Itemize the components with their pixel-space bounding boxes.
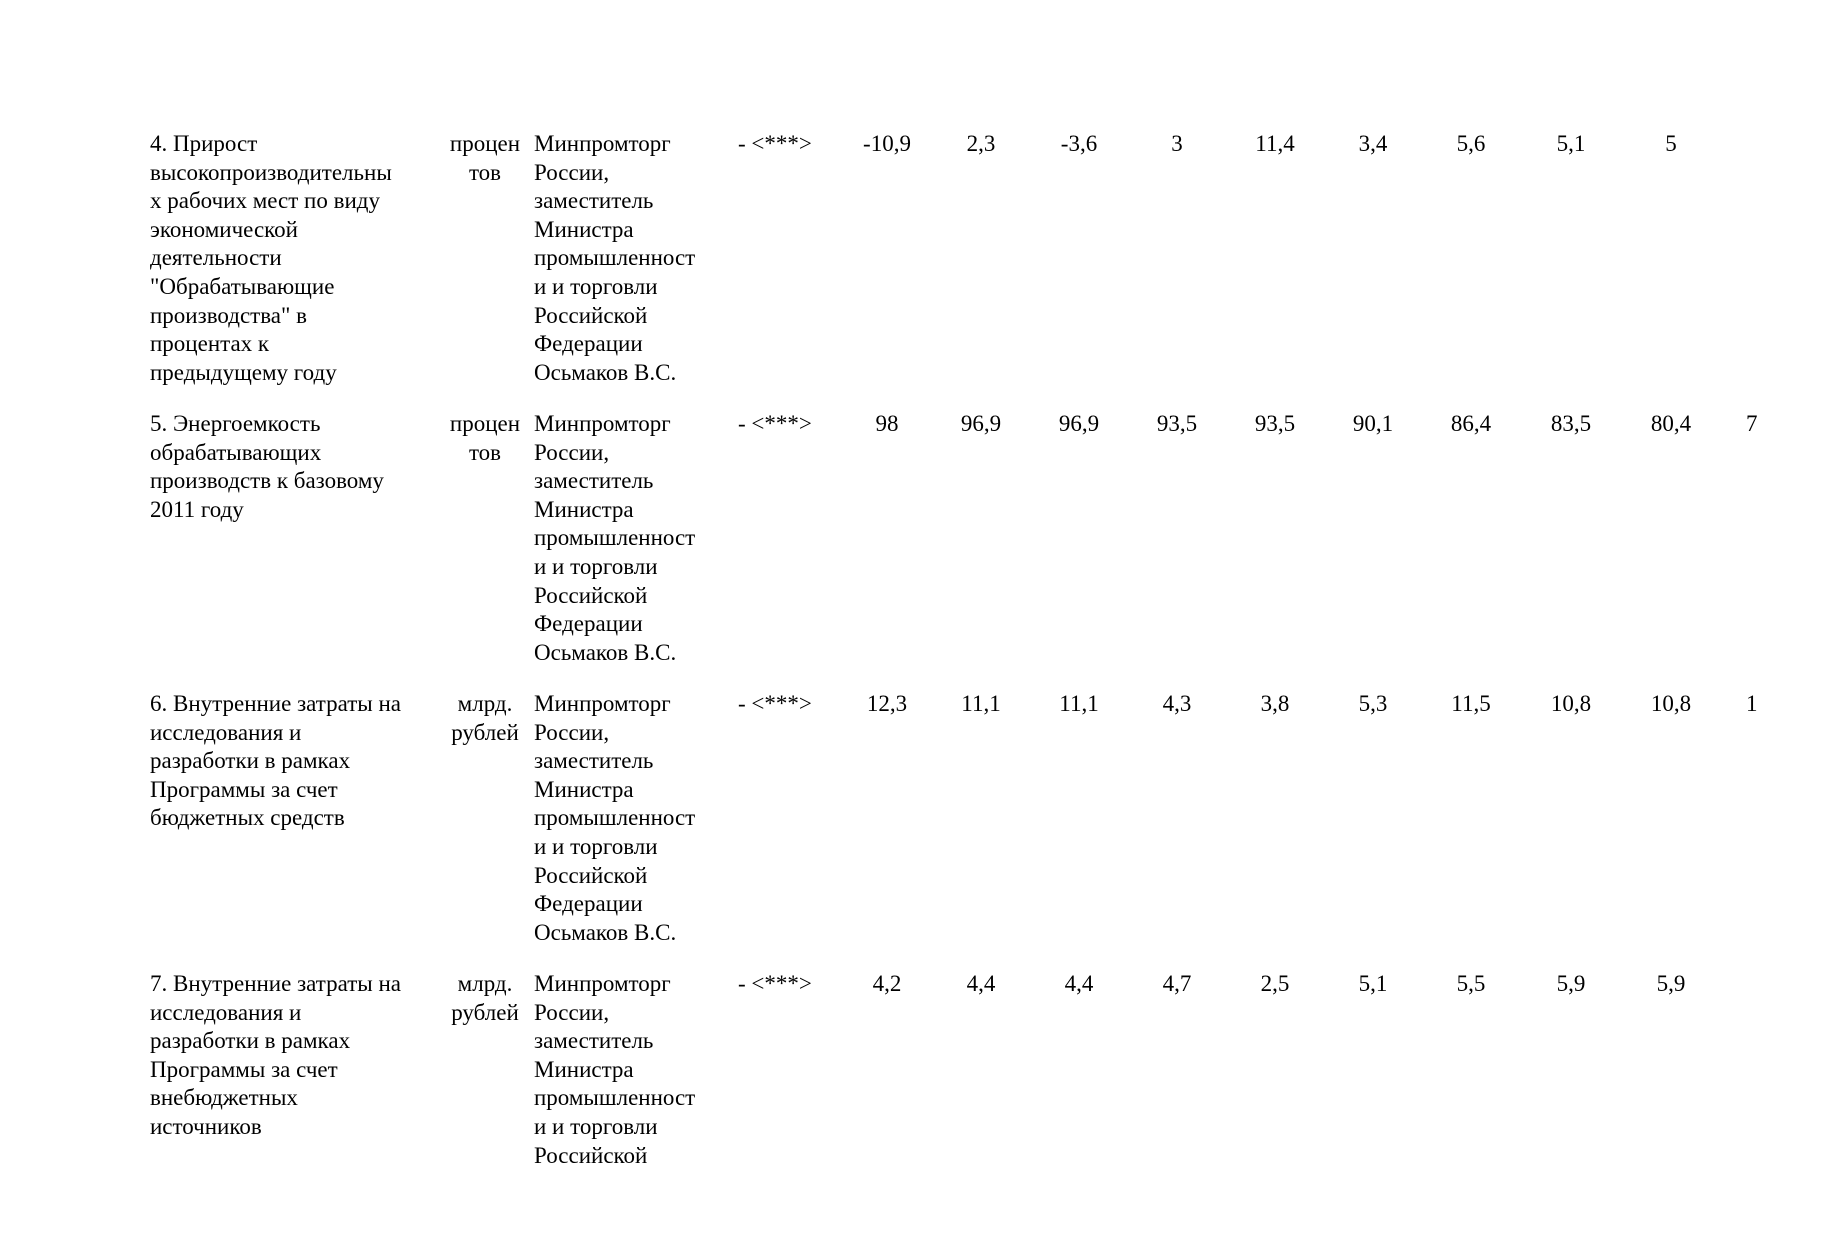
value-cell: 5,1 <box>1358 971 1388 996</box>
base-value-cell: - <***> <box>738 691 812 716</box>
value-cell: 5 <box>1665 131 1677 156</box>
value-cell: 7 <box>1746 411 1758 436</box>
value-cell: 11,1 <box>1059 691 1099 716</box>
value-cell: 2,5 <box>1260 971 1290 996</box>
value-cell: 10,8 <box>1550 691 1592 716</box>
value-cell: 10,8 <box>1650 691 1692 716</box>
value-cell: 93,5 <box>1156 411 1198 436</box>
unit-cell: млрд. рублей <box>451 691 519 745</box>
value-cell: 11,1 <box>961 691 1001 716</box>
value-cell: 3,4 <box>1358 131 1388 156</box>
value-cell: 83,5 <box>1550 411 1592 436</box>
value-cell: 90,1 <box>1352 411 1394 436</box>
value-cell: 5,6 <box>1456 131 1486 156</box>
value-cell: 5,1 <box>1556 131 1586 156</box>
value-cell: -10,9 <box>863 131 911 156</box>
value-cell: 4,7 <box>1162 971 1192 996</box>
indicator-name: 4. Прирост высокопроизводительны х рабочих мест по виду экономической деятельности "Обрабатывающие производства" в процентах к предыдущему году <box>150 131 392 385</box>
value-cell: 11,4 <box>1255 131 1295 156</box>
value-cell: 4,4 <box>1064 971 1094 996</box>
indicator-name: 7. Внутренние затраты на исследования и разработки в рамках Программы за счет внебюджетных источников <box>150 971 401 1139</box>
responsible-cell: Минпромторг России, заместитель Министра промышленност и и торговли Российской Федерации Осьмаков В.С. <box>534 411 696 665</box>
base-value-cell: - <***> <box>738 971 812 996</box>
responsible-cell: Минпромторг России, заместитель Министра промышленност и и торговли Российской Федерации Осьмаков В.С. <box>534 691 696 945</box>
value-cell: 5,9 <box>1656 971 1686 996</box>
value-cell: 96,9 <box>960 411 1002 436</box>
responsible-cell: Минпромторг России, заместитель Министра промышленност и и торговли Российской <box>534 971 696 1168</box>
value-cell: 11,5 <box>1451 691 1491 716</box>
indicator-name: 6. Внутренние затраты на исследования и разработки в рамках Программы за счет бюджетных средств <box>150 691 401 831</box>
value-cell: 3 <box>1171 131 1183 156</box>
value-cell: 3,8 <box>1260 691 1290 716</box>
value-cell: 12,3 <box>866 691 908 716</box>
indicator-name: 5. Энергоемкость обрабатывающих производств к базовому 2011 году <box>150 411 384 522</box>
value-cell: 93,5 <box>1254 411 1296 436</box>
value-cell: 5,5 <box>1456 971 1486 996</box>
value-cell: 4,2 <box>872 971 902 996</box>
value-cell: 2,3 <box>966 131 996 156</box>
value-cell: 4,4 <box>966 971 996 996</box>
value-cell: 5,9 <box>1556 971 1586 996</box>
unit-cell: процен тов <box>449 411 521 465</box>
base-value-cell: - <***> <box>738 411 812 436</box>
value-cell: 96,9 <box>1058 411 1100 436</box>
value-cell: 5,3 <box>1358 691 1388 716</box>
value-cell: 98 <box>875 411 899 436</box>
responsible-cell: Минпромторг России, заместитель Министра промышленност и и торговли Российской Федерации Осьмаков В.С. <box>534 131 696 385</box>
base-value-cell: - <***> <box>738 131 812 156</box>
value-cell: 80,4 <box>1650 411 1692 436</box>
value-cell: 86,4 <box>1450 411 1492 436</box>
value-cell: 4,3 <box>1162 691 1192 716</box>
unit-cell: млрд. рублей <box>451 971 519 1025</box>
value-cell: 1 <box>1746 691 1758 716</box>
value-cell: -3,6 <box>1060 131 1098 156</box>
unit-cell: процен тов <box>449 131 521 185</box>
